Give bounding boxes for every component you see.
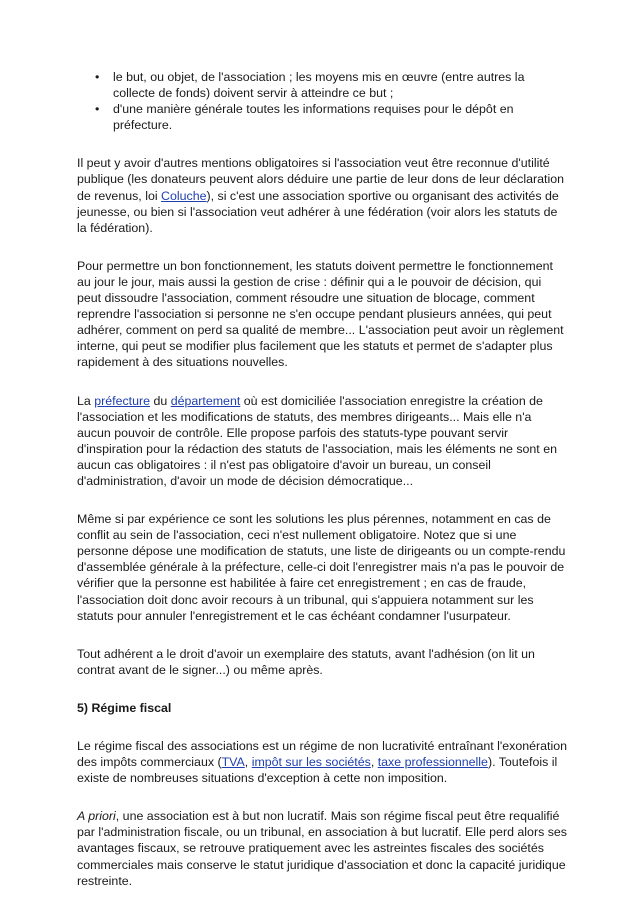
paragraph: La préfecture du département où est domiciliée l'association enregistre la création de l'association et les modifications de statuts, des membres dirigeants... Mais elle n'a aucun pouvoir de contrôle. Elle propose parfois des statuts-type pouvant servir d'inspiration pour la rédaction des statuts de l'association, mais les éléments ne sont en aucun cas obligatoires : il n'est pas obligatoire d'avoir un bureau, un conseil d'administration, d'avoir un mode de décision démocratique...	[77, 393, 557, 488]
paragraph: Pour permettre un bon fonctionnement, les statuts doivent permettre le fonctionnement au jour le jour, mais aussi la gestion de crise : définir qui a le pouvoir de décision, qui peut dissoudre l'association, comment résoudre une situation de blocage, comment reprendre l'association si personne ne s'en occupe pendant plusieurs années, qui peut adhérer, comment on perd sa qualité de membre... L'association peut avoir un règlement interne, qui peut se modifier plus facilement que les statuts et permet de s'adapter plus rapidement à des situations nouvelles.	[77, 258, 564, 370]
list-item: • le but, ou objet, de l'association ; les moyens mis en œuvre (entre autres la collecte de fonds) doivent servir à atteindre ce but ;	[95, 70, 525, 101]
list-item: • d'une manière générale toutes les informations requises pour le dépôt en préfecture.	[95, 102, 514, 133]
link-coluche[interactable]: Coluche	[161, 188, 207, 203]
document-body	[77, 69, 567, 911]
bullet-icon: •	[95, 70, 100, 84]
paragraph: Même si par expérience ce sont les solutions les plus pérennes, notamment en cas de conflit au sein de l'association, ceci n'est nullement obligatoire. Notez que si une personne dépose une modification de statuts, une liste de dirigeants ou un compte-rendu d'assemblée générale à la préfecture, celle-ci doit l'enregistrer mais n'a pas le pouvoir de vérifier que la personne est habilitée à faire cet enregistrement ; en cas de fraude, l'association doit donc avoir recours à un tribunal, qui s'appuiera notamment sur les statuts pour annuler l'enregistrement et le cas échéant condamner l'usurpateur.	[77, 512, 566, 623]
bullet-list	[77, 69, 567, 133]
section-heading: 5) Régime fiscal	[77, 700, 172, 715]
paragraph: Il peut y avoir d'autres mentions obligatoires si l'association veut être reconnue d'utilité publique (les donateurs peuvent alors déduire une partie de leur dons de leur déclaration de revenus, loi Coluche), si c'est une association sportive ou organisant des activités de jeunesse, ou bien si l'association veut adhérer à une fédération (voir alors les statuts de la fédération).	[77, 156, 565, 235]
bullet-icon: •	[95, 102, 100, 117]
paragraph: Tout adhérent a le droit d'avoir un exemplaire des statuts, avant l'adhésion (on lit un contrat avant de le signer...) ou même après.	[77, 646, 535, 677]
link-impot-societes[interactable]: impôt sur les sociétés	[251, 755, 371, 770]
paragraph: Le régime fiscal des associations est un régime de non lucrativité entraînant l'exonération des impôts commerciaux (TVA, impôt sur les sociétés, taxe professionnelle). Toutefois il existe de nombreuses situations d'exception à cette non imposition.	[77, 739, 568, 786]
link-prefecture[interactable]: préfecture	[94, 393, 151, 408]
paragraph: A priori, une association est à but non lucratif. Mais son régime fiscal peut être requalifié par l'administration fiscale, ou un tribunal, en association à but lucratif. Elle perd alors ses avantages fiscaux, se retrouve pratiquement avec les astreintes fiscales des sociétés commerciales mais conserve le statut juridique d'association et donc la capacité juridique restreinte.	[77, 809, 567, 888]
link-departement[interactable]: département	[170, 393, 241, 408]
link-tva[interactable]: TVA	[221, 755, 245, 770]
link-taxe-professionnelle[interactable]: taxe professionnelle	[377, 755, 488, 770]
